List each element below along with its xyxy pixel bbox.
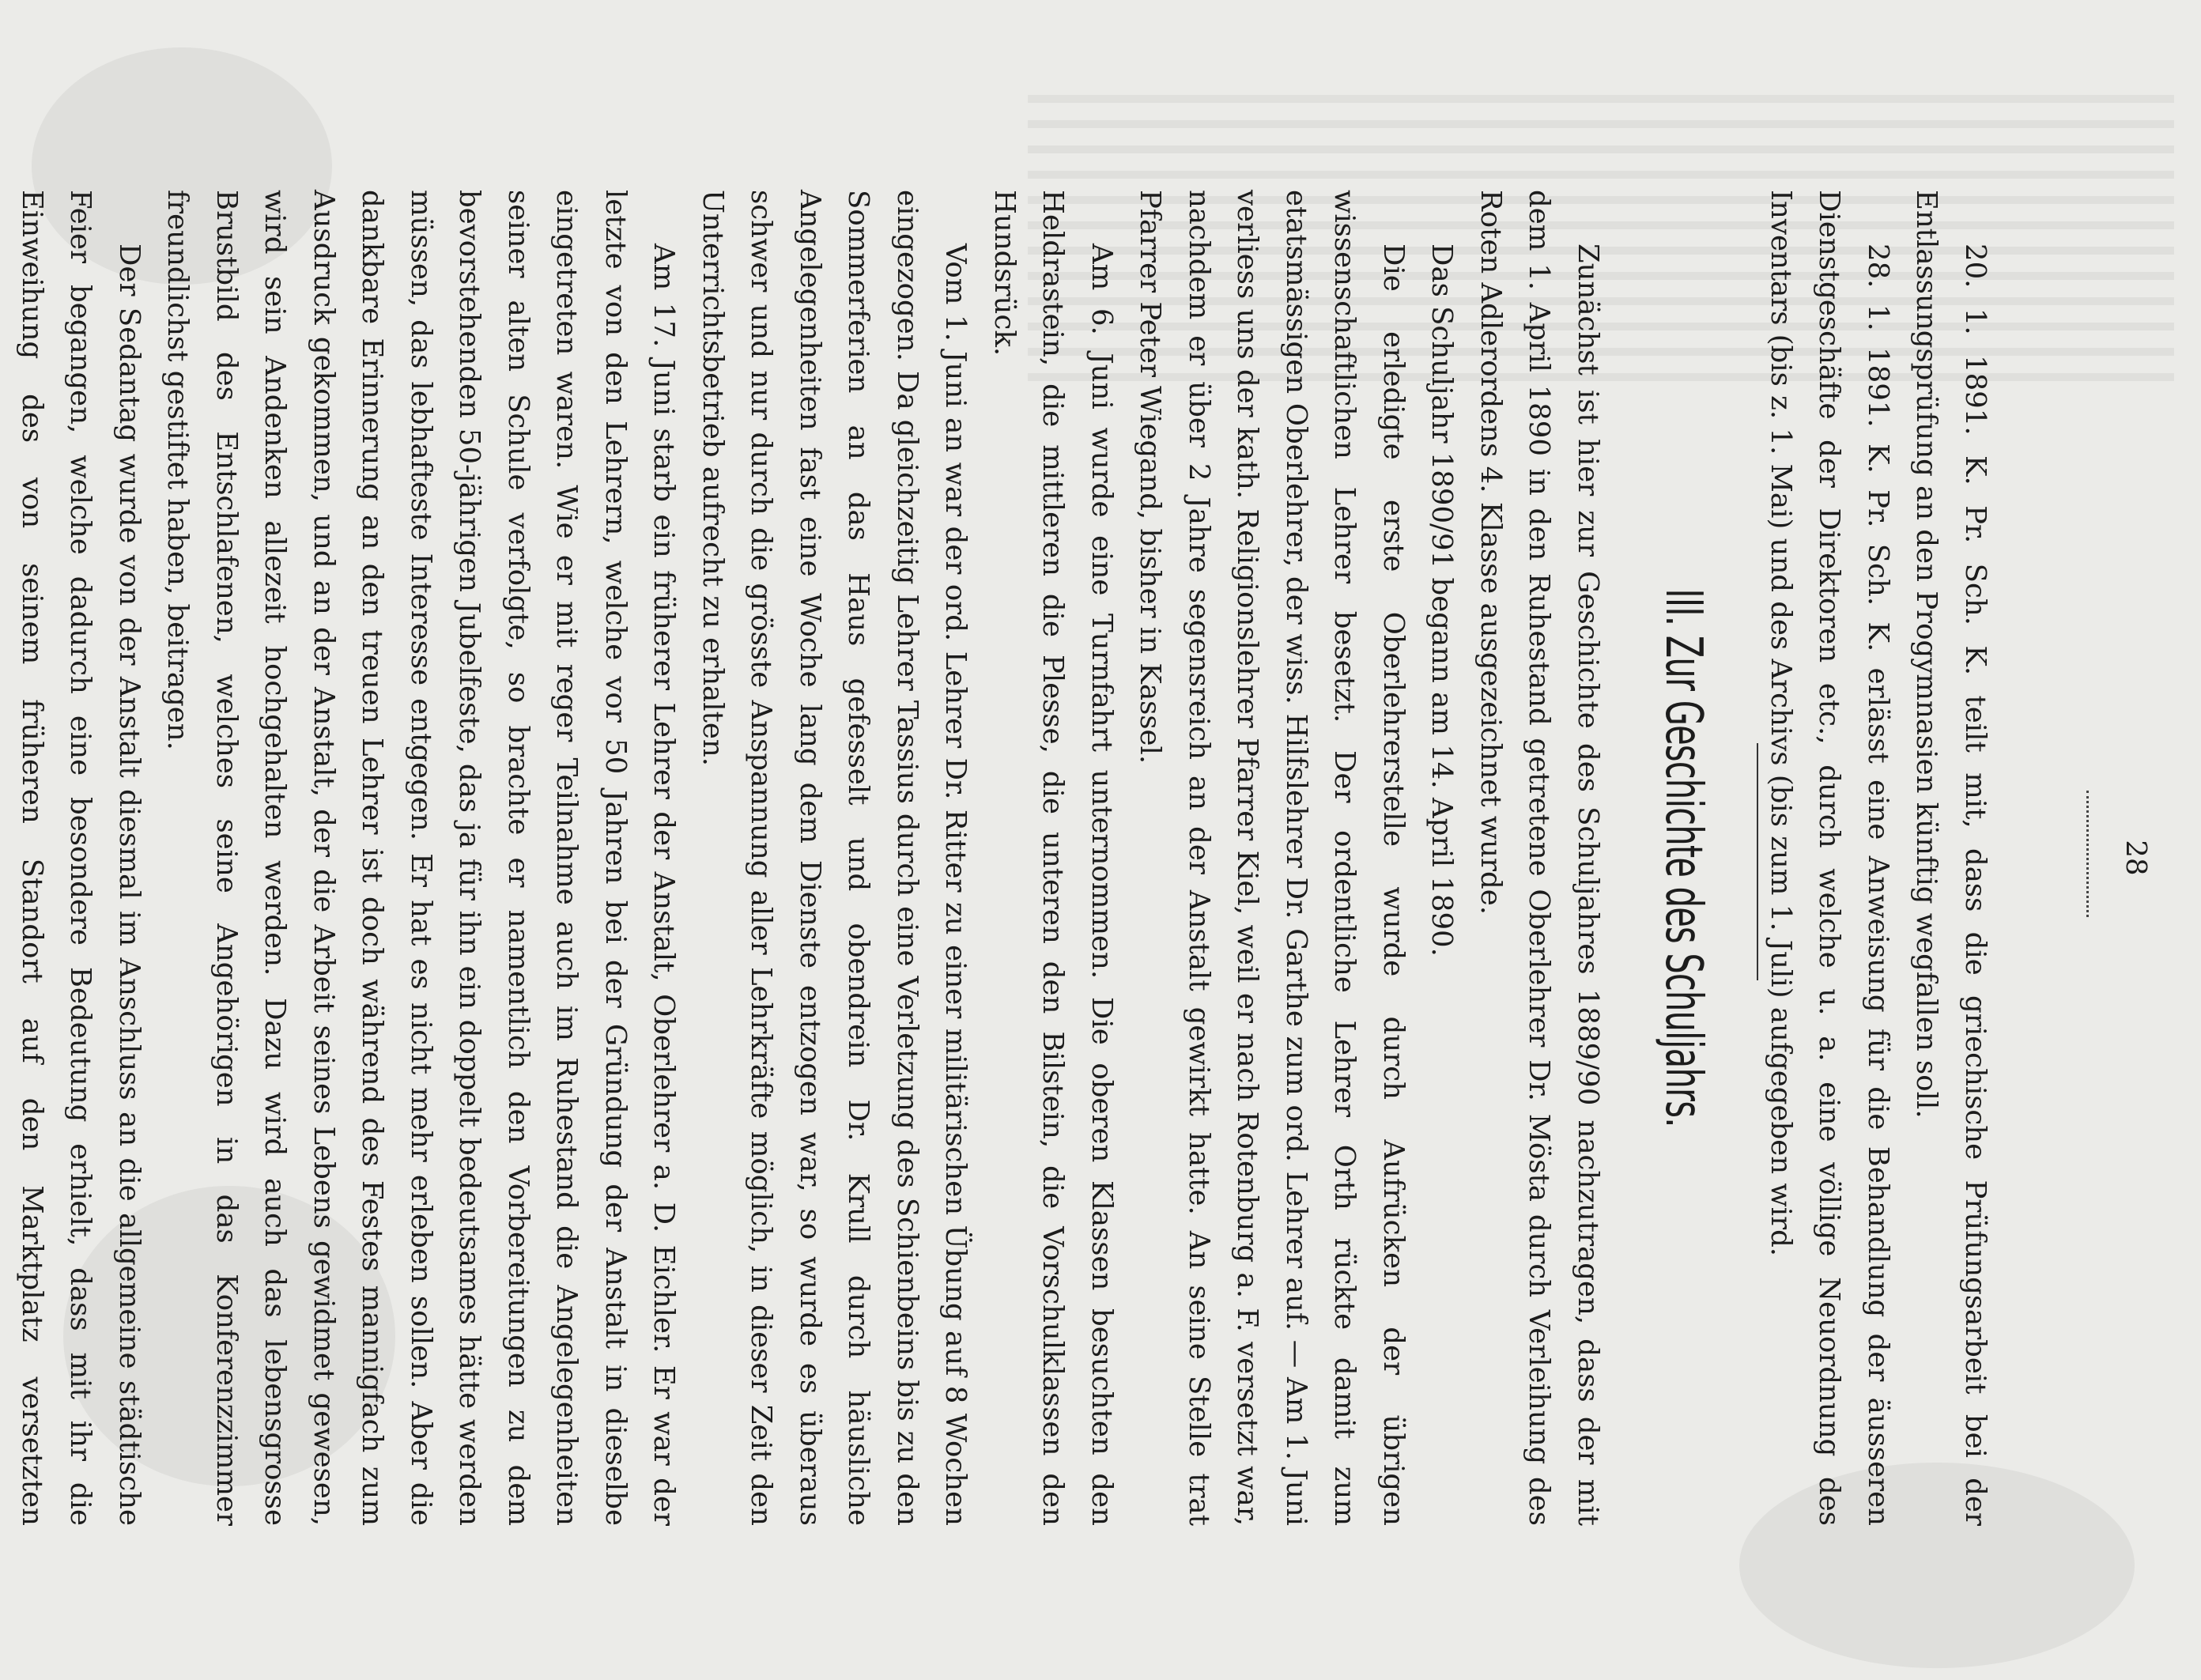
paragraph-7: Der Sedantag wurde von der Anstalt diesmal im Anschluss an die allgemeine städtische Feier begangen, welche dadurch eine besondere Bedeutung erhielt, dass mit ihr die Einweihung des von seinem früheren Standort auf den Marktplatz versetzten: [16, 190, 145, 1526]
paragraph-5: Vom 1. Juni an war der ord. Lehrer Dr. Ritter zu einer militärischen Übung auf 8 Wochen eingezogen. Da gleichzeitig Lehrer Tassius durch eine Verletzung des Schienbeins bis zu den Sommerferien an das Haus gefesselt und obendrein Dr. Krull durch häusliche Angelegenheiten fast eine Woche lang dem Dienste entzogen war, so wurde es überaus schwer und nur durch die grösste Anspannung aller Lehrkräfte möglich, in dieser Zeit den Unterrichtsbetrieb aufrecht zu erhalten.: [697, 190, 972, 1526]
paragraph-2: Das Schuljahr 1890/91 begann am 14. April 1890.: [1425, 244, 1459, 957]
section-heading: III. Zur Geschichte des Schuljahrs.: [1654, 588, 1712, 1127]
prelude-entries: [1757, 190, 2000, 1526]
paragraph-6: Am 17. Juni starb ein früherer Lehrer der Anstalt, Oberlehrer a. D. Eichler. Er war der letzte von den Lehrern, welche vor 50 Jahren bei der Gründung der Anstalt in dieselbe eingetreten waren. Wie er mit reger Teilnahme auch im Ruhestand die Angelegenheiten seiner alten Schule verfolgte, so brachte er namentlich den Vorbereitungen zu dem bevorstehenden 50-jährigen Jubelfeste, das ja für ihn ein doppelt bedeutsames hätte werden müssen, das lebhafteste Interesse entgegen. Er hat es nicht mehr erleben sollen. Aber die dankbare Erinnerung an den treuen Lehrer ist doch während des Festes mannigfach zum Ausdruck gekommen, und an der Anstalt, der die Arbeit seines Lebens gewidmet gewesen, wird sein Andenken allezeit hochgehalten werden. Dazu wird auch das lebensgrosse Brustbild des Entschlafenen, welches seine Angehörigen in das Konferenzzimmer freundlichst gestiftet haben, beitragen.: [161, 190, 681, 1526]
paragraph-4: Am 6. Juni wurde eine Turnfahrt unternommen. Die oberen Klassen besuchten den Heldrastein, die mittleren die Plesse, die unteren den Bilstein, die Vorschulklassen den Hundsrück.: [988, 190, 1118, 1526]
paragraph-3: Die erledigte erste Oberlehrerstelle wurde durch Aufrücken der übrigen wissenschaftlichen Lehrer besetzt. Der ordentliche Lehrer Orth rückte damit zum etatsmässigen Oberlehrer, der wiss. Hilfslehrer Dr. Garthe zum ord. Lehrer auf. — Am 1. Juni verliess uns der kath. Religionslehrer Pfarrer Kiel, weil er nach Rotenburg a. F. versetzt war, nachdem er über 2 Jahre segensreich an der Anstalt gewirkt hatte. An seine Stelle trat Pfarrer Peter Wiegand, bisher in Kassel.: [1134, 190, 1410, 1526]
section-divider: [1757, 743, 1758, 980]
prelude-entry-2: 28. 1. 1891. K. Pr. Sch. K. erlässt eine Anweisung für die Behandlung der äusseren Dienstgeschäfte der Direktoren etc., durch welche u. a. eine völlige Neuordnung des Inventars (bis z. 1. Mai) und des Archivs (bis zum 1. Juli) aufgegeben wird.: [1765, 190, 1894, 1526]
section-body: [0, 190, 1612, 1526]
paragraph-1: Zunächst ist hier zur Geschichte des Schuljahres 1889/90 nachzutragen, dass der mit dem 1. April 1890 in den Ruhestand getretene Oberlehrer Dr. Mösta durch Verleihung des Roten Adlerordens 4. Klasse ausgezeichnet wurde.: [1474, 190, 1604, 1526]
prelude-entry-1: 20. 1. 1891. K. Pr. Sch. K. teilt mit, dass die griechische Prüfungsarbeit bei der Entlassungsprüfung an den Progymnasien künftig wegfallen soll.: [1910, 190, 1991, 1526]
page-number-ornament: [2086, 791, 2093, 917]
page-number: 28: [2120, 840, 2152, 876]
